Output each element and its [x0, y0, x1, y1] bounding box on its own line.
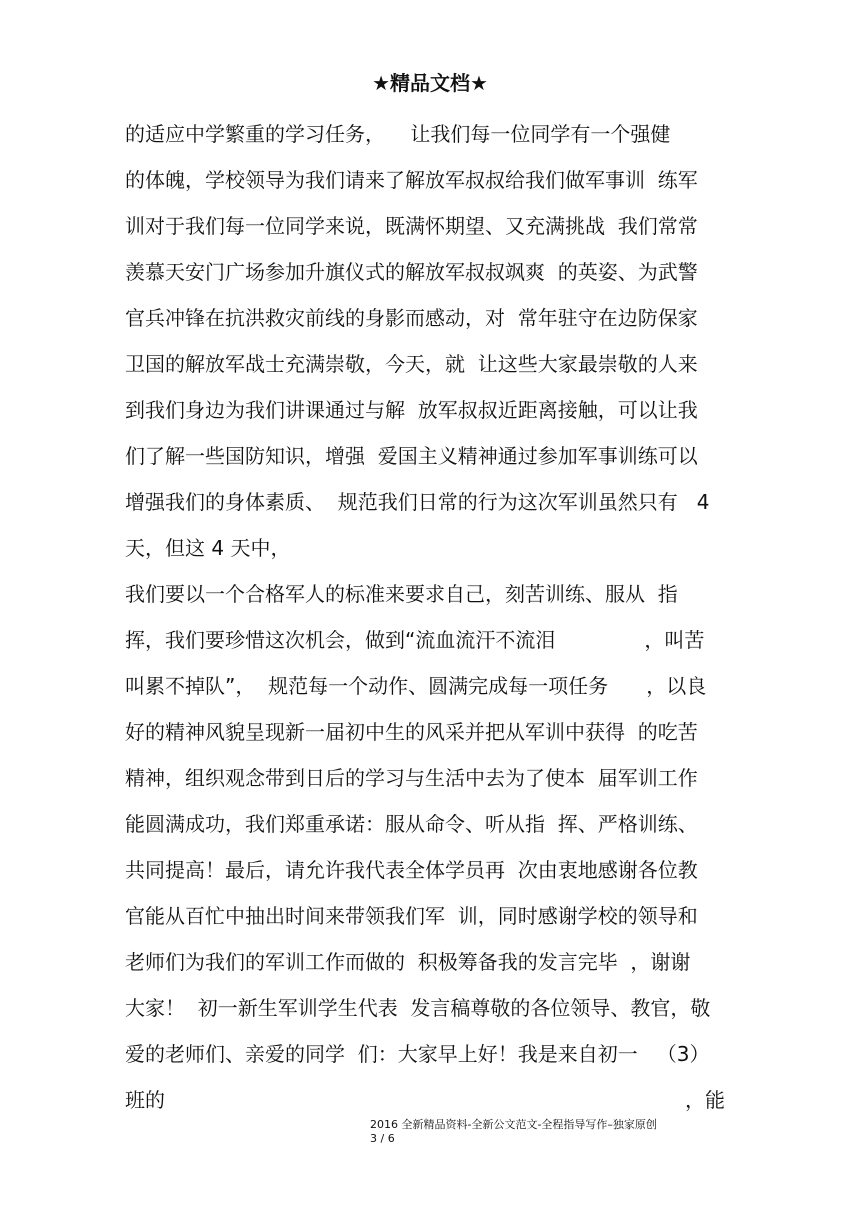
text-line: 增强我们的身体素质、 规范我们日常的行为这次军训虽然只有 4 [125, 490, 710, 514]
text-line: 挥，我们要珍惜这次机会，做到“流血流汗不流泪 ，叫苦 [125, 628, 705, 652]
document-footer [370, 1118, 657, 1146]
text-line: 老师们为我们的军训工作而做的 积极筹备我的发言完毕 ，谢谢 [125, 950, 691, 974]
text-line: 爱的老师们、亲爱的同学 们：大家早上好！我是来自初一 （3） [125, 1042, 710, 1066]
text-line: 我们要以一个合格军人的标准来要求自己，刻苦训练、服从 指 [125, 582, 678, 606]
page-number: 3 / 6 [370, 1132, 395, 1145]
text-line: 的适应中学繁重的学习任务， 让我们每一位同学有一个强健 [125, 122, 671, 146]
document-header: ★精品文档★ [372, 71, 488, 95]
last-line-right: ，能 [685, 1088, 725, 1112]
text-line: 们了解一些国防知识，增强 爱国主义精神通过参加军事训练可以 [125, 444, 698, 468]
text-line: 叫累不掉队”， 规范每一个动作、圆满完成每一项任务 ，以良 [125, 674, 707, 698]
text-line: 天，但这 4 天中， [125, 536, 291, 560]
footer-source: 2016 全新精品资料-全新公文范文-全程指导写作–独家原创 [370, 1118, 657, 1131]
text-line: 好的精神风貌呈现新一届初中生的风采并把从军训中获得 的吃苦 [125, 720, 698, 744]
text-line: 到我们身边为我们讲课通过与解 放军叔叔近距离接触，可以让我 [125, 398, 698, 422]
text-line: 官能从百忙中抽出时间来带领我们军 训，同时感谢学校的领导和 [125, 904, 698, 928]
text-line: 大家！ 初一新生军训学生代表 发言稿尊敬的各位领导、教官，敬 [125, 996, 711, 1020]
document-body [125, 114, 725, 1126]
text-line: 的体魄，学校领导为我们请来了解放军叔叔给我们做军事训 练军 [125, 168, 698, 192]
text-line: 官兵冲锋在抗洪救灾前线的身影而感动，对 常年驻守在边防保家 [125, 306, 698, 330]
last-line-left: 班的 [125, 1088, 165, 1112]
text-line: 羡慕天安门广场参加升旗仪式的解放军叔叔飒爽 的英姿、为武警 [125, 260, 698, 284]
text-line: 卫国的解放军战士充满崇敬，今天，就 让这些大家最崇敬的人来 [125, 352, 698, 376]
text-line: 精神，组织观念带到日后的学习与生活中去为了使本 届军训工作 [125, 766, 698, 790]
text-line: 能圆满成功，我们郑重承诺：服从命令、听从指 挥、严格训练、 [125, 812, 698, 836]
text-line: 共同提高！最后，请允许我代表全体学员再 次由衷地感谢各位教 [125, 858, 698, 882]
text-line: 训对于我们每一位同学来说，既满怀期望、又充满挑战 我们常常 [125, 214, 698, 238]
